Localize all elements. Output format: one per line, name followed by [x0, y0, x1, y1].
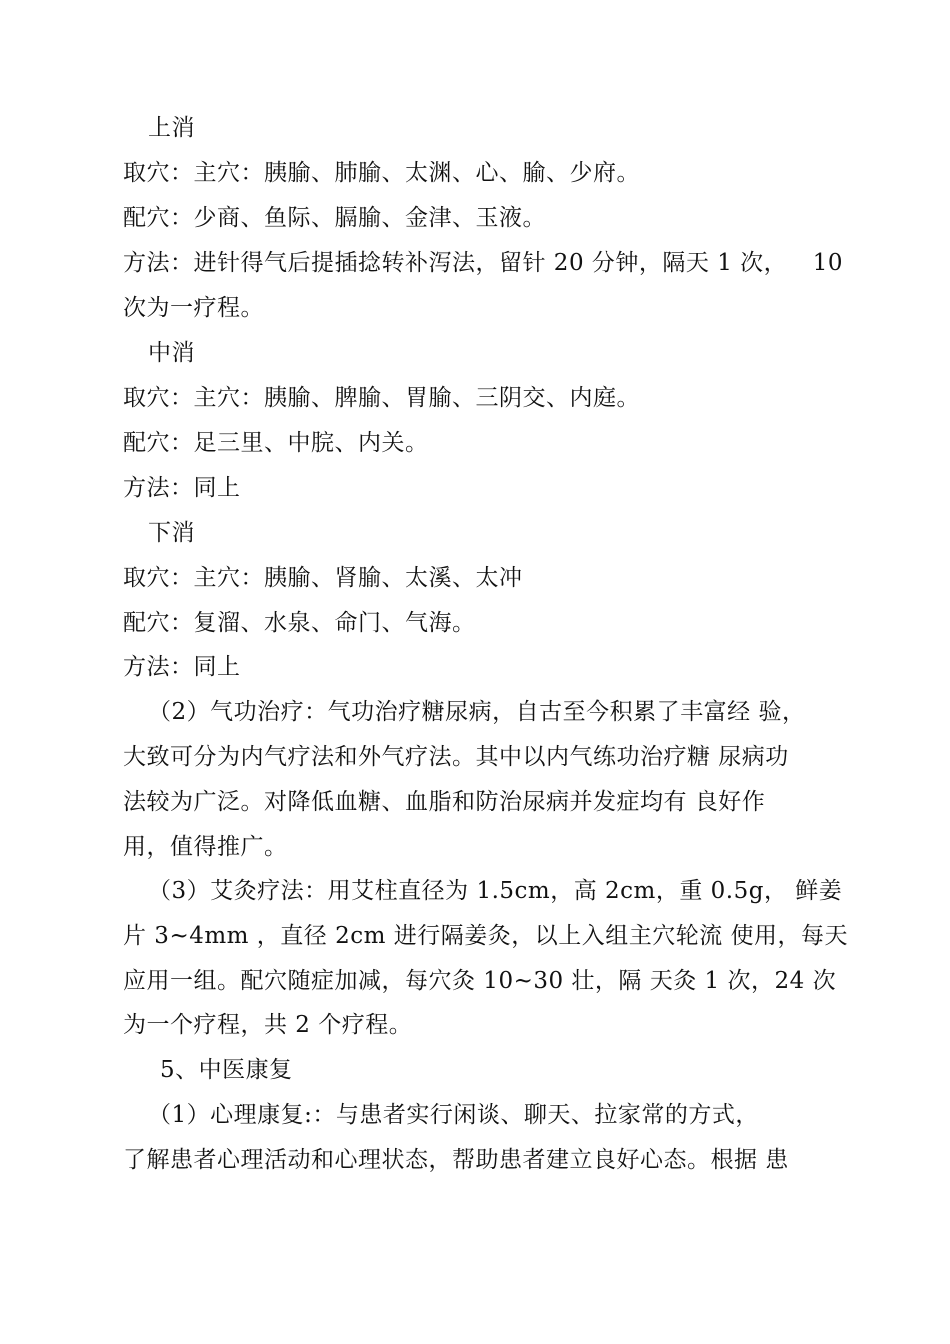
- acupoint-main-xia: 取穴：主穴：胰腧、肾腧、太溪、太冲: [123, 565, 523, 591]
- method-shang-line-2: 次为一疗程。: [123, 295, 264, 321]
- qigong-line-4: 用，值得推广。: [123, 834, 288, 860]
- method-shang-line-1: [123, 248, 843, 278]
- section-title-shang: 上消: [148, 115, 195, 141]
- moxibustion-line-3: 应用一组。配穴随症加减，每穴灸 10~30 壮，隔 天灸 1 次，24 次: [123, 968, 837, 994]
- method-xia: 方法：同上: [123, 654, 241, 680]
- qigong-line-2: 大致可分为内气疗法和外气疗法。其中以内气练功治疗糖 尿病功: [123, 744, 789, 770]
- qigong-line-1: （2）气功治疗：气功治疗糖尿病，自古至今积累了丰富经 验，: [148, 699, 806, 725]
- acupoint-secondary-xia: 配穴：复溜、水泉、命门、气海。: [123, 610, 476, 636]
- moxibustion-line-4: 为一个疗程，共 2 个疗程。: [123, 1012, 413, 1038]
- qigong-line-3: 法较为广泛。对降低血糖、血脂和防治尿病并发症均有 良好作: [123, 789, 766, 815]
- section-title-xia: 下消: [148, 520, 195, 546]
- acupoint-secondary-zhong: 配穴：足三里、中脘、内关。: [123, 430, 429, 456]
- method-shang-text: 方法：进针得气后提插捻转补泻法，留针 20 分钟，隔天 1 次，: [123, 250, 788, 276]
- acupoint-main-shang: 取穴：主穴：胰腧、肺腧、太渊、心、腧、少府。: [123, 160, 640, 186]
- section-title-zhong: 中消: [148, 340, 195, 366]
- acupoint-secondary-shang: 配穴：少商、鱼际、膈腧、金津、玉液。: [123, 205, 546, 231]
- method-shang-number: 10: [812, 250, 843, 276]
- psych-rehab-line-1: （1）心理康复:：与患者实行闲谈、聊天、拉家常的方式，: [148, 1102, 759, 1128]
- psych-rehab-line-2: 了解患者心理活动和心理状态，帮助患者建立良好心态。根据 患: [123, 1147, 789, 1173]
- section-heading-rehab: 5、中医康复: [160, 1057, 293, 1083]
- moxibustion-line-2: 片 3~4mm ，直径 2cm 进行隔姜灸，以上入组主穴轮流 使用，每天: [123, 923, 849, 949]
- moxibustion-line-1: （3）艾灸疗法：用艾柱直径为 1.5cm，高 2cm，重 0.5g， 鲜姜: [148, 878, 843, 904]
- acupoint-main-zhong: 取穴：主穴：胰腧、脾腧、胃腧、三阴交、内庭。: [123, 385, 640, 411]
- method-zhong: 方法：同上: [123, 475, 241, 501]
